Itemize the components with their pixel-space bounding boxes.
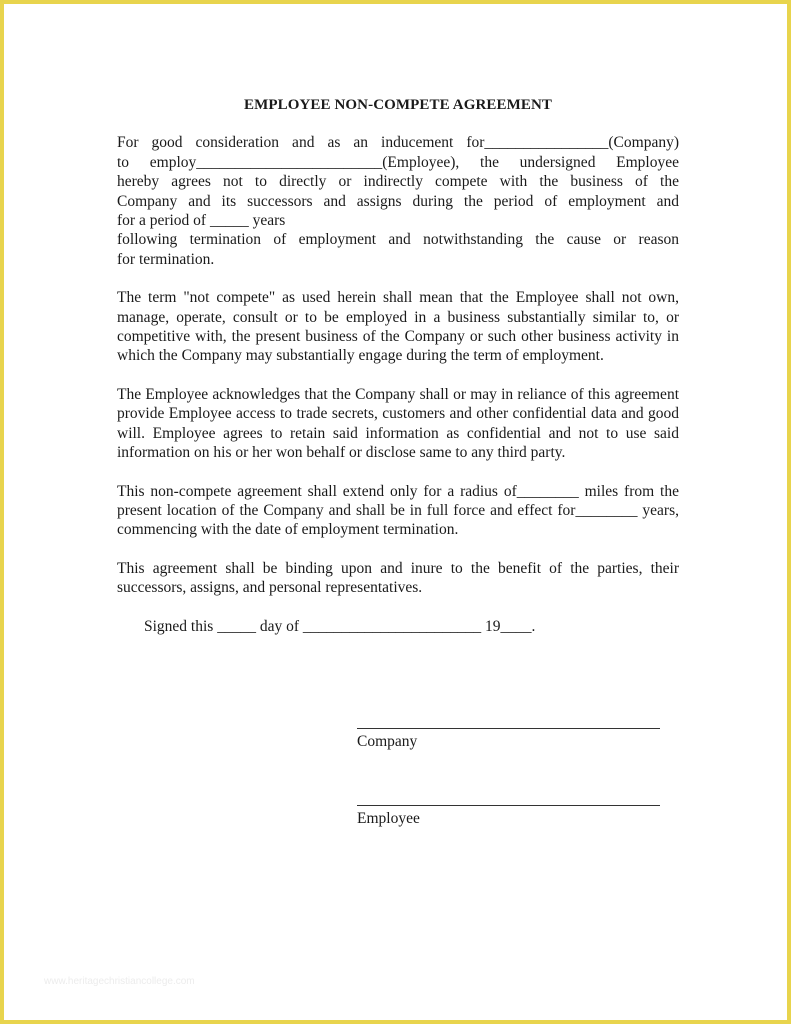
company-signature-block	[357, 728, 661, 751]
company-signature-line[interactable]	[357, 728, 660, 729]
paragraph-consideration	[117, 133, 679, 269]
paragraph-line: to employ________________________(Employee), the undersigned Employee	[117, 153, 679, 171]
paragraph-trade-secrets: The Employee acknowledges that the Company shall or may in reliance of this agreement provide Employee access to trade secrets, customers and other confidential data and good will. Employee agrees to retain said information as confidential and not to use said information on his or her won behalf or disclose same to any third party.	[117, 385, 679, 462]
employee-signature-block	[357, 805, 661, 828]
paragraph-not-compete-definition: The term "not compete" as used herein shall mean that the Employee shall not own, manage, operate, consult or to be employed in a business substantially similar to, or competitive with, the present business of the Company or such other business activity in which the Company may substantially engage during the term of employment.	[117, 289, 679, 365]
paragraph-line: Company and its successors and assigns during the period of employment and	[117, 192, 679, 210]
paragraph-binding: This agreement shall be binding upon and inure to the benefit of the parties, their successors, assigns, and personal representatives.	[117, 559, 679, 597]
signed-date-line: Signed this _____ day of _______________________ 19____.	[144, 617, 536, 635]
paragraph-radius: This non-compete agreement shall extend only for a radius of________ miles from the present location of the Company and shall be in full force and effect for________ years, commencing with the date of employment termination.	[117, 482, 679, 539]
watermark-text: www.heritagechristiancollege.com	[44, 976, 195, 987]
employee-signature-line[interactable]	[357, 805, 660, 806]
paragraph-line: for a period of _____ years	[117, 212, 286, 230]
paragraph-line: following termination of employment and notwithstanding the cause or reason	[117, 231, 679, 249]
company-signature-label: Company	[357, 733, 418, 750]
document-title: EMPLOYEE NON-COMPETE AGREEMENT	[243, 97, 553, 113]
paragraph-line: for termination.	[117, 250, 215, 268]
paragraph-line: For good consideration and as an inducement for________________(Company)	[117, 134, 679, 152]
paragraph-line: hereby agrees not to directly or indirectly compete with the business of the	[117, 173, 679, 191]
employee-signature-label: Employee	[357, 810, 420, 827]
document-body	[117, 96, 679, 636]
